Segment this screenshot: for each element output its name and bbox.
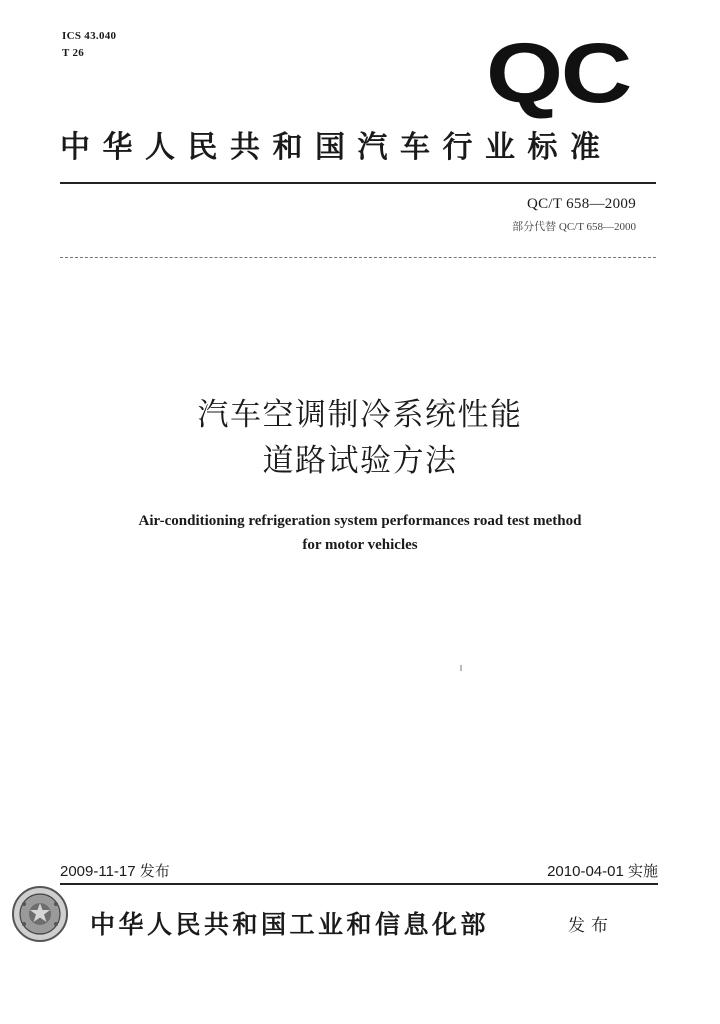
header-divider bbox=[60, 257, 656, 258]
standard-category: 中华人民共和国汽车行业标准 bbox=[60, 130, 613, 165]
emblem-seal-icon bbox=[10, 884, 70, 944]
issuing-authority: 中华人民共和国工业和信息化部 bbox=[90, 910, 490, 939]
title-zh-line1: 汽车空调制冷系统性能 bbox=[197, 397, 523, 433]
header-rule bbox=[60, 182, 656, 184]
ics-code: ICS 43.040 bbox=[62, 30, 117, 42]
issue-date: 2009-11-17 发布 bbox=[60, 863, 170, 880]
qc-logo: QC bbox=[486, 26, 630, 120]
title-en-line2: for motor vehicles bbox=[302, 537, 418, 553]
standard-number: QC/T 658—2009 bbox=[526, 196, 636, 212]
title-en-line1: Air-conditioning refrigeration system performances road test method bbox=[138, 513, 582, 529]
footer-rule bbox=[60, 883, 658, 885]
classification-codes bbox=[62, 28, 116, 62]
title-zh-line2: 道路试验方法 bbox=[262, 443, 458, 479]
class-code: T 26 bbox=[62, 47, 85, 59]
replaced-standard: 部分代替 QC/T 658—2000 bbox=[512, 221, 636, 233]
scan-speck bbox=[460, 665, 462, 671]
effective-date: 2010-04-01 实施 bbox=[547, 863, 658, 880]
release-label: 发布 bbox=[568, 916, 614, 936]
